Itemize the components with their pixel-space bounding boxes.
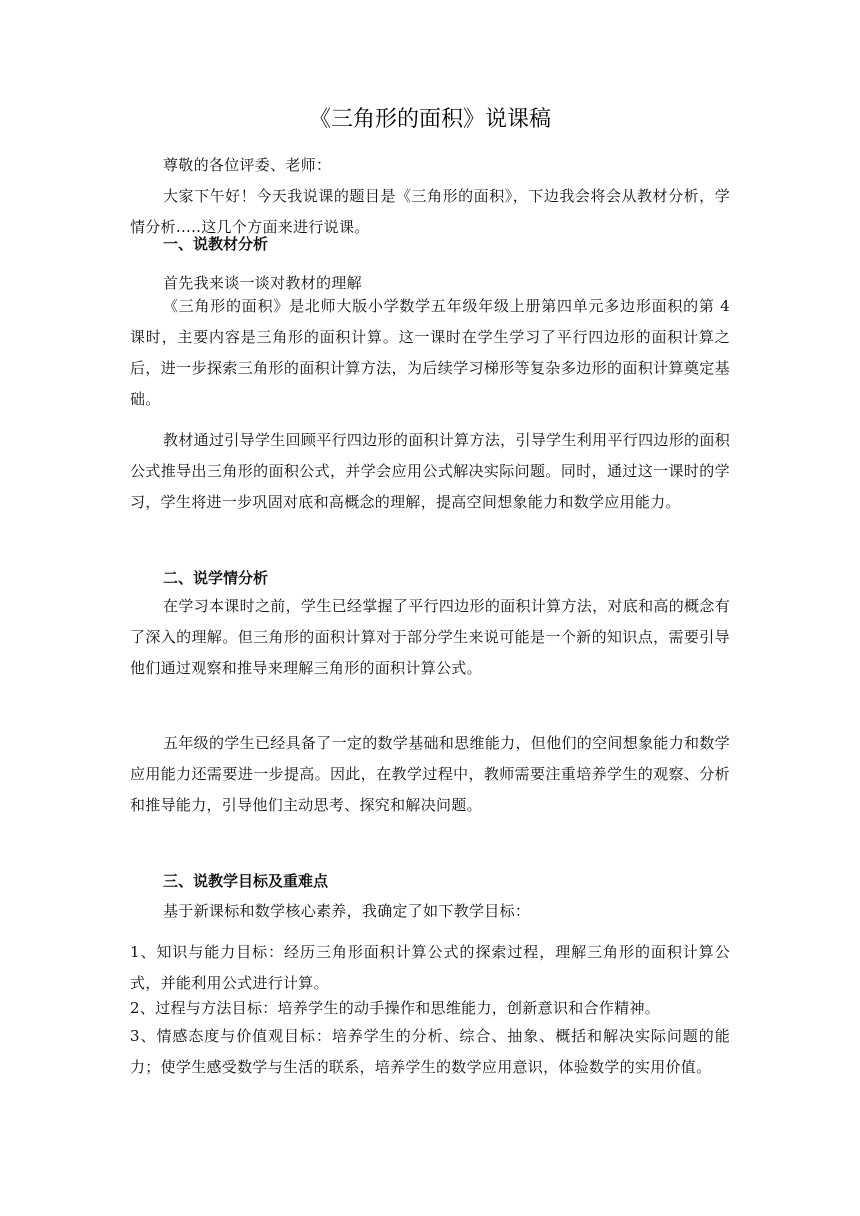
- section-heading-student-analysis: 二、说学情分析: [163, 569, 269, 587]
- section1-paragraph-1: 《三角形的面积》是北师大版小学数学五年级年级上册第四单元多边形面积的第 4 课时，主要内容是三角形的面积计算。这一课时在学生学习了平行四边形的面积计算之后，进一步探索三角形的面积计算方法，为后续学习梯形等复杂多边形的面积计算奠定基础。: [130, 297, 730, 408]
- section1-paragraph-2: 教材通过引导学生回顾平行四边形的面积计算方法，引导学生利用平行四边形的面积公式推导出三角形的面积公式，并学会应用公式解决实际问题。同时，通过这一课时的学习，学生将进一步巩固对底和高概念的理解，提高空间想象能力和数学应用能力。: [130, 431, 730, 511]
- goal-item-emotion: 3、情感态度与价值观目标：培养学生的分析、综合、抽象、概括和解决实际问题的能力；使学生感受数学与生活的联系，培养学生的数学应用意识，体验数学的实用价值。: [130, 1027, 730, 1076]
- intro-paragraph: 大家下午好！今天我说课的题目是《三角形的面积》，下边我会将会从教材分析，学情分析.....这几个方面来进行说课。: [130, 187, 730, 236]
- section-heading-teaching-goals: 三、说教学目标及重难点: [163, 872, 329, 890]
- section1-lead: 首先我来谈一谈对教材的理解: [163, 274, 362, 292]
- goal-item-knowledge: 1、知识与能力目标：经历三角形面积计算公式的探索过程，理解三角形的面积计算公式，并能利用公式进行计算。: [130, 943, 730, 992]
- goal-item-process: 2、过程与方法目标：培养学生的动手操作和思维能力，创新意识和合作精神。: [130, 999, 661, 1017]
- section2-paragraph-2: 五年级的学生已经具备了一定的数学基础和思维能力，但他们的空间想象能力和数学应用能力还需要进一步提高。因此，在教学过程中，教师需要注重培养学生的观察、分析和推导能力，引导他们主动思考、探究和解决问题。: [130, 734, 730, 814]
- section-heading-textbook-analysis: 一、说教材分析: [163, 235, 269, 253]
- section3-lead: 基于新课标和数学核心素养，我确定了如下教学目标：: [163, 902, 531, 920]
- document-title: 《三角形的面积》说课稿: [308, 107, 551, 132]
- greeting: 尊敬的各位评委、老师：: [163, 156, 332, 174]
- section2-paragraph-1: 在学习本课时之前，学生已经掌握了平行四边形的面积计算方法，对底和高的概念有了深入的理解。但三角形的面积计算对于部分学生来说可能是一个新的知识点，需要引导他们通过观察和推导来理解三角形的面积计算公式。: [130, 597, 730, 677]
